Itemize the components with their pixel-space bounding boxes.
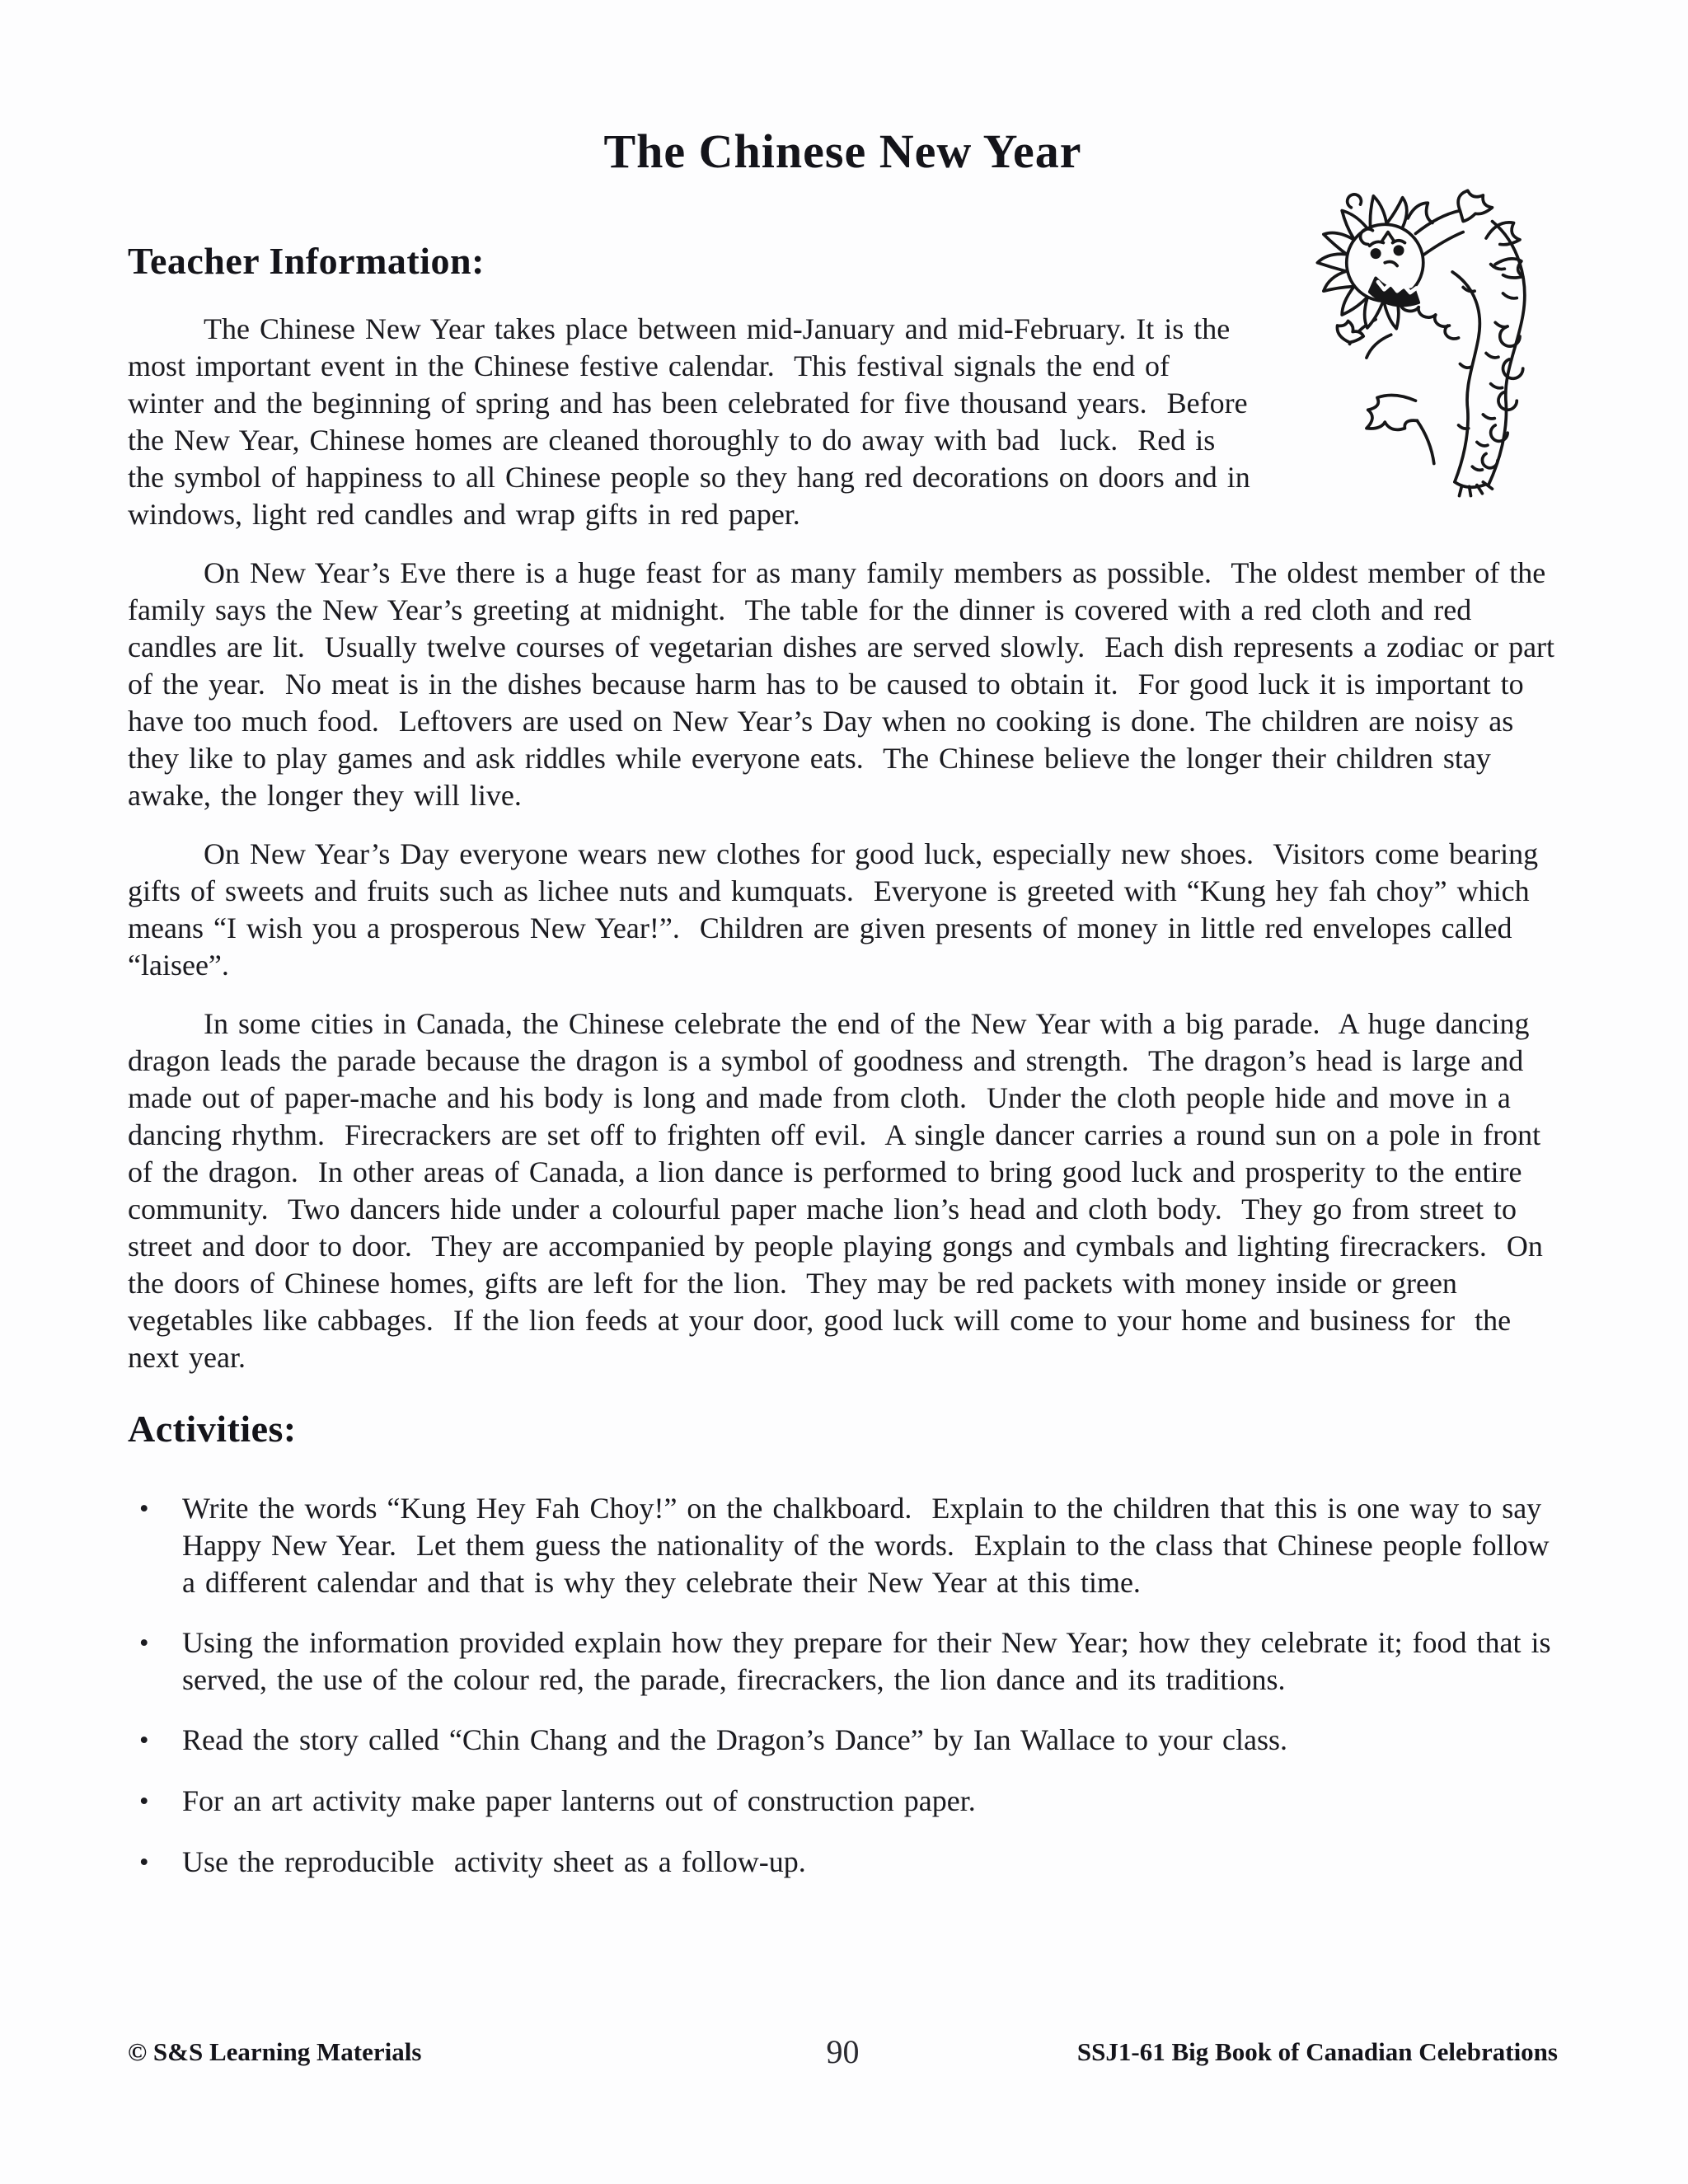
page-title: The Chinese New Year (603, 124, 1082, 178)
list-item (139, 1490, 1558, 1601)
teacher-info-paragraph-2: On New Year’s Eve there is a huge feast for as many family members as possible. The oldest member of the family says the New Year’s greeting at midnight. The table for the dinner is covered with a red cloth and red candles are lit. Usually twelve courses of vegetarian dishes are served slowly. Each dish represents a zodiac or part of the year. No meat is in the dishes because harm has to be caused to obtain it. For good luck it is important to have too much food. Leftovers are used on New Year’s Day when no cooking is done. The children are noisy as they like to play games and ask riddles while everyone eats. The Chinese believe the longer their children stay awake, the longer they will live. (128, 556, 1565, 812)
teacher-info-paragraph-1: The Chinese New Year takes place between mid-January and mid-February. It is the most important event in the Chinese festive calendar. This festival signals the end of winter and the beginning of spring and has been celebrated for five thousand years. Before the New Year, Chinese homes are cleaned thoroughly to do away with bad luck. Red is the symbol of happiness to all Chinese people so they hang red decorations on doors and in windows, light red candles and wrap gifts in red paper. (128, 312, 1260, 531)
footer-copyright: © S&S Learning Materials (128, 2037, 422, 2066)
bullet-text: For an art activity make paper lanterns out of construction paper. (182, 1784, 976, 1817)
bullet-icon: • (139, 1848, 149, 1877)
footer-edition: SSJ1-61 Big Book of Canadian Celebrations (1076, 2037, 1558, 2066)
list-item (139, 1783, 1558, 1821)
footer-page-number: 90 (826, 2033, 860, 2070)
bullet-icon: • (139, 1494, 149, 1524)
bullet-text: Write the words “Kung Hey Fah Choy!” on the chalkboard. Explain to the children that this is one way to say Happy New Year. Let them guess the nationality of the words. Explain to the class that Chinese people follow a different calendar and that is why they celebrate their New Year at this time. (182, 1492, 1559, 1599)
activities-heading: Activities: (128, 1408, 297, 1450)
chinese-dragon-line-art-icon (1278, 172, 1564, 502)
bullet-icon: • (139, 1787, 149, 1816)
teacher-info-paragraph-4: In some cities in Canada, the Chinese celebrate the end of the New Year with a big parade. A huge dancing dragon leads the parade because the dragon is a symbol of goodness and strength. The dragon’s head is large and made out of paper-mache and his body is long and made from cloth. Under the cloth people hide and move in a dancing rhythm. Firecrackers are set off to frighten off evil. A single dancer carries a round sun on a pole in front of the dragon. In other areas of Canada, a lion dance is performed to bring good luck and prosperity to the entire community. Two dancers hide under a colourful paper mache lion’s head and cloth body. They go from street to street and door to door. They are accompanied by people playing gongs and cymbals and lighting firecrackers. On the doors of Chinese homes, gifts are left for the lion. They may be red packets with money inside or green vegetables like cabbages. If the lion feeds at your door, good luck will come to your home and business for the next year. (128, 1007, 1553, 1374)
bullet-text: Using the information provided explain how they prepare for their New Year; how they celebrate it; food that is served, the use of the colour red, the parade, firecrackers, the lion dance and its traditions. (182, 1626, 1561, 1696)
dragon-illustration (1278, 172, 1564, 502)
bullet-icon: • (139, 1629, 149, 1658)
list-item (139, 1624, 1561, 1699)
page-footer (128, 2032, 1558, 2074)
list-item (139, 1844, 1558, 1882)
activities-list (128, 1490, 1561, 1882)
teacher-information-heading: Teacher Information: (128, 240, 485, 282)
bullet-icon: • (139, 1726, 149, 1755)
bullet-text: Read the story called “Chin Chang and the Dragon’s Dance” by Ian Wallace to your class. (182, 1723, 1288, 1756)
bullet-text: Use the reproducible activity sheet as a follow-up. (182, 1845, 806, 1878)
teacher-info-paragraph-3: On New Year’s Day everyone wears new clothes for good luck, especially new shoes. Visitors come bearing gifts of sweets and fruits such as lichee nuts and kumquats. Everyone is greeted with “Kung hey fah choy” which means “I wish you a prosperous New Year!”. Children are given presents of money in little red envelopes called “laisee”. (128, 837, 1549, 982)
list-item (139, 1722, 1558, 1760)
